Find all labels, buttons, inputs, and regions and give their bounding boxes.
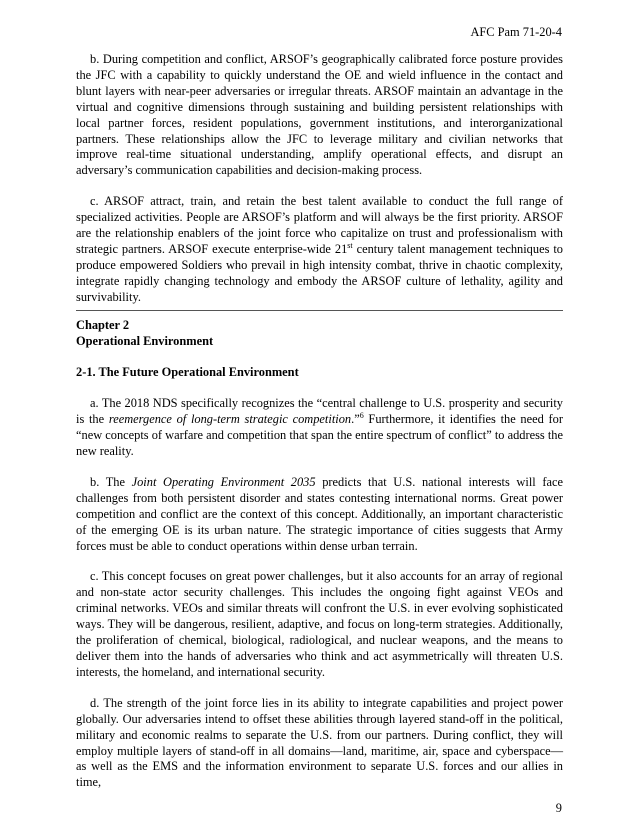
section-heading: 2-1. The Future Operational Environment — [76, 365, 299, 380]
paragraph-text: century talent management techniques to produce empowered Soldiers who prevail in high intensity combat, thrive in chaotic complexity, integrate rapidly changing technology and embody the ARSOF culture of lethality, agility and survivability. — [76, 241, 563, 304]
document-id-header: AFC Pam 71-20-4 — [470, 25, 562, 39]
chapter-title: Operational Environment — [76, 333, 214, 348]
italic-phrase: reemergence of long-term strategic competition — [108, 412, 352, 427]
chapter-number: Chapter 2 — [76, 317, 130, 332]
paragraph-b-arsof-force-posture: b. During competition and conflict, ARSOF’s geographically calibrated force posture provides the JFC with a capability to quickly understand the OE and wield influence in the contact and blunt layers with near-peer adversaries or irregular threats. ARSOF maintain an advantage in the virtual and cognitive dimensions through sustaining and building persistent relationships with local partner forces, resident populations, government institutions, and interorganizational partners. These relationships allow the JFC to leverage military and civilian networks that improve real-time situational understanding, amplify operational effects, and disrupt an adversary’s communication capabilities and decision-making process. — [76, 52, 563, 178]
italic-title: Joint Operating Environment 2035 — [131, 474, 316, 489]
paragraph-text: predicts that U.S. national interests will face challenges from both persistent disorder and states contesting international norms. Great power competition and conflict are the context of this concept. Additionally, an important characteristic of the emerging OE is its urban nature. The strategic importance of cities suggests that Army forces must be able to conduct operations within dense urban terrain. — [76, 474, 563, 553]
superscript-ordinal: st — [347, 240, 353, 250]
paragraph-b-joint-operating-environment — [76, 475, 563, 555]
paragraph-a-nds — [76, 396, 563, 460]
paragraph-text: Furthermore, it identifies the need for “new concepts of warfare and competition that span the entire spectrum of conflict” to address the new reality. — [76, 412, 563, 459]
footnote-reference: 6 — [359, 411, 364, 421]
chapter-divider-rule — [76, 310, 563, 311]
page-content — [76, 52, 563, 791]
chapter-heading — [76, 318, 563, 350]
paragraph-c-arsof-talent — [76, 194, 563, 305]
paragraph-text: b. The — [90, 474, 132, 489]
paragraph-text: a. The 2018 NDS specifically recognizes the “central challenge to U.S. prosperity and security is the — [76, 396, 563, 427]
paragraph-text: c. ARSOF attract, train, and retain the best talent available to conduct the full range of specialized activities. People are ARSOF’s platform and will always be the first priority. ARSOF are the relationship enablers of the joint force who capitalize on trust and professionalism with strategic partners. ARSOF execute enterprise-wide 21 — [76, 194, 563, 256]
paragraph-text: .” — [351, 412, 360, 427]
page-number: 9 — [555, 801, 562, 815]
paragraph-d-joint-force-strength: d. The strength of the joint force lies in its ability to integrate capabilities and project power globally. Our adversaries intend to offset these abilities through layered stand-off in the political, military and economic realms to separate the U.S. from our partners. During conflict, they will employ multiple layers of stand-off in all domains—land, maritime, air, space and cyberspace—as well as the EMS and the information environment to separate U.S. forces and our allies in time, — [76, 695, 563, 790]
paragraph-c-great-power-challenges: c. This concept focuses on great power challenges, but it also accounts for an array of regional and non-state actor security challenges. This includes the ongoing fight against VEOs and criminal networks. VEOs and similar threats will confront the U.S. in ever evolving sophisticated ways. They will be dangerous, resilient, adaptive, and focus on long-term strategies. Additionally, the proliferation of chemical, biological, radiological, and nuclear weapons, and the means to deliver them into the hands of adversaries who think and act asymmetrically will threaten U.S. interests, the homeland, and international security. — [76, 569, 563, 679]
